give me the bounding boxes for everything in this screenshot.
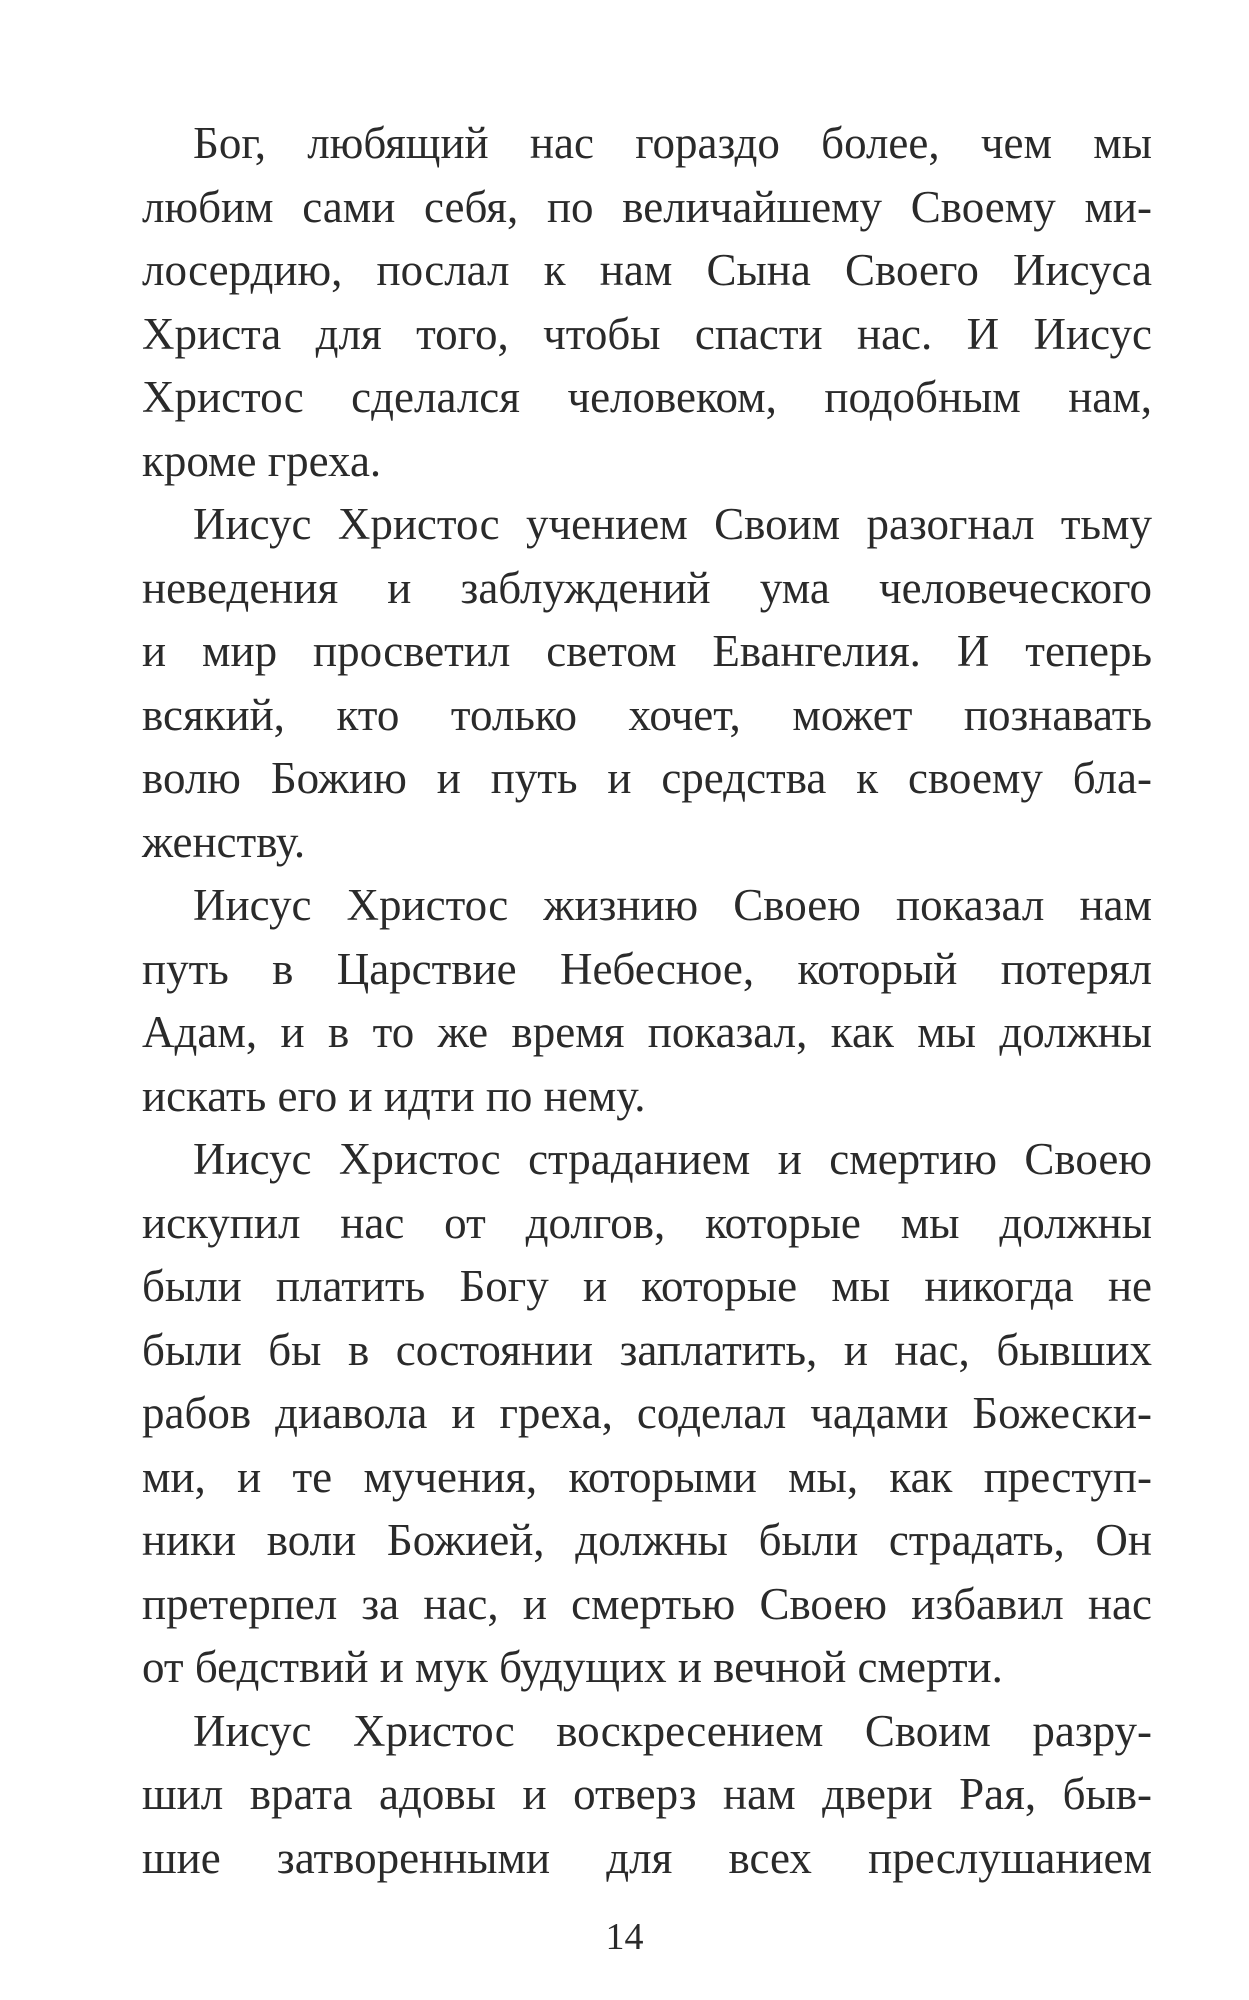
text-line: были платить Богу и которые мы никогда не [142, 1261, 1152, 1311]
text-line: от бедствий и мук будущих и вечной смерти. [142, 1642, 1003, 1692]
text-line: ники воли Божией, должны были страдать, Он [142, 1515, 1152, 1565]
text-line: волю Божию и путь и средства к своему бла- [142, 753, 1152, 803]
text-line: Христос сделался человеком, подобным нам, [142, 372, 1152, 422]
text-line: Иисус Христос страданием и смертию Своею [193, 1134, 1152, 1184]
text-line: ми, и те мучения, которыми мы, как преступ- [142, 1451, 1152, 1502]
text-line: Бог, любящий нас гораздо более, чем мы [193, 118, 1152, 168]
text-line: кроме греха. [142, 435, 382, 486]
paragraph [142, 112, 1152, 493]
text-line: были бы в состоянии заплатить, и нас, бывших [142, 1324, 1152, 1375]
text-line: Адам, и в то же время показал, как мы должны [142, 1007, 1152, 1057]
text-line: лосердию, послал к нам Сына Своего Иисуса [142, 245, 1152, 295]
text-line: женству. [142, 816, 306, 867]
text-line: путь в Царствие Небесное, который потерял [142, 943, 1152, 994]
text-line: Христа для того, чтобы спасти нас. И Иисус [142, 308, 1152, 359]
text-line: Иисус Христос жизнию Своею показал нам [193, 880, 1152, 930]
text-line: любим сами себя, по величайшему Своему ми- [142, 181, 1152, 232]
page-number: 14 [605, 1916, 644, 1958]
paragraph [142, 1128, 1152, 1700]
paragraph [142, 493, 1152, 874]
paragraph [142, 1700, 1152, 1891]
text-line: претерпел за нас, и смертью Своею избавил нас [142, 1578, 1152, 1629]
text-line: неведения и заблуждений ума человеческого [142, 562, 1152, 613]
text-line: шил врата адовы и отверз нам двери Рая, быв- [142, 1769, 1152, 1819]
text-line: Иисус Христос учением Своим разогнал тьму [193, 499, 1152, 549]
text-line: шие затворенными для всех преслушанием [142, 1832, 1152, 1883]
paragraph [142, 874, 1152, 1128]
text-line: искупил нас от долгов, которые мы должны [142, 1197, 1152, 1248]
text-line: рабов диавола и греха, соделал чадами Божески- [142, 1388, 1152, 1438]
body-text [142, 112, 1152, 1890]
text-line: и мир просветил светом Евангелия. И теперь [142, 626, 1152, 676]
text-line: Иисус Христос воскресением Своим разру- [193, 1705, 1152, 1756]
text-line: всякий, кто только хочет, может познавать [142, 689, 1152, 740]
text-line: искать его и идти по нему. [142, 1070, 646, 1121]
